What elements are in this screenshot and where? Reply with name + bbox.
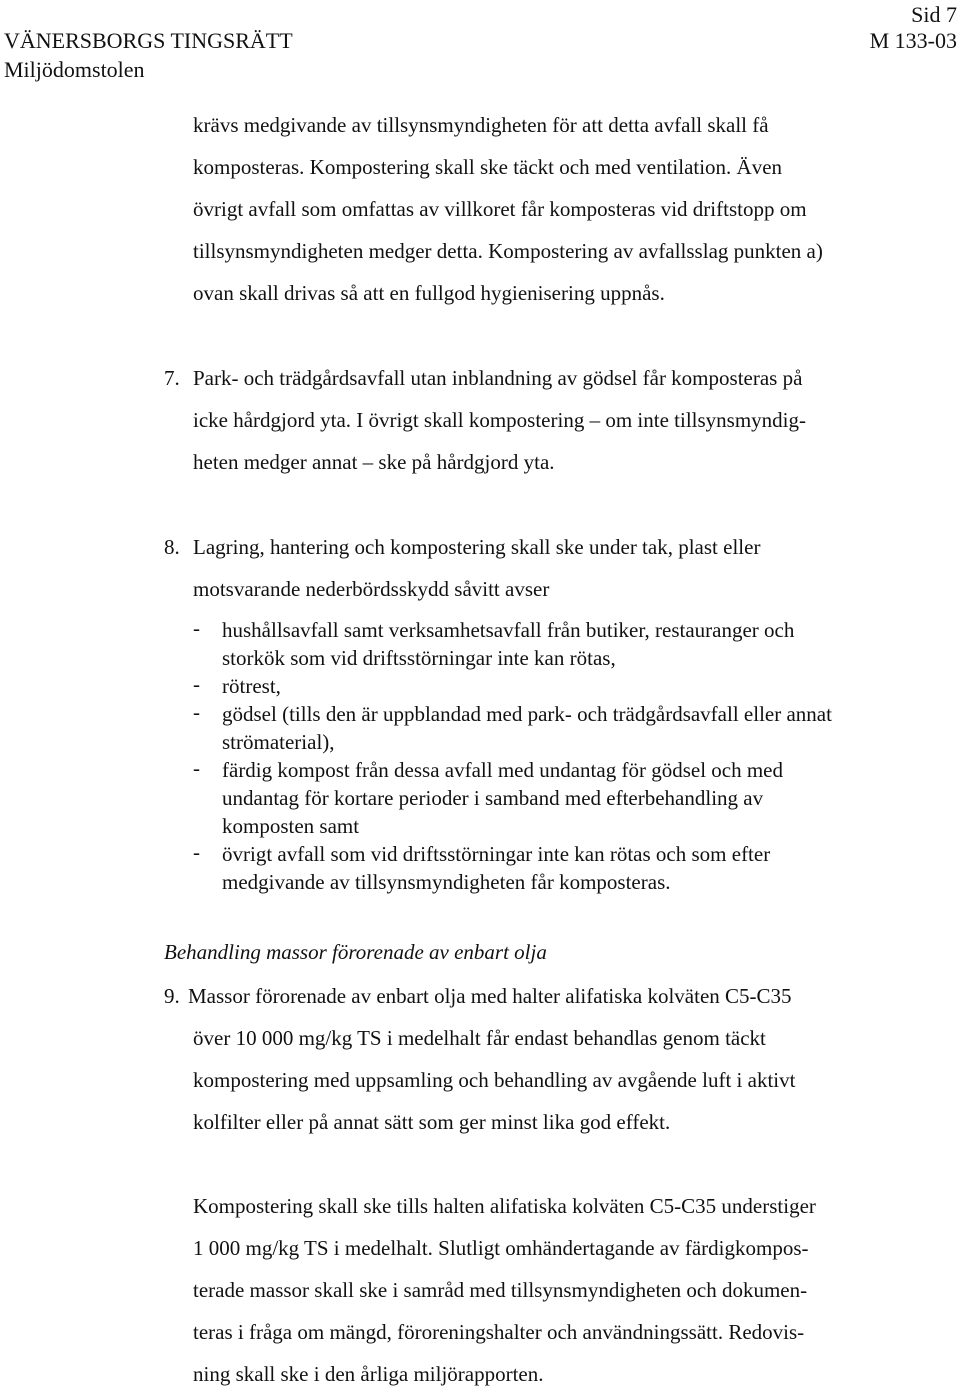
text-line: heten medger annat – ske på hårdgjord yta. [193, 450, 555, 474]
text-line: färdig kompost från dessa avfall med undantag för gödsel och med [222, 758, 784, 782]
text-line: tillsynsmyndigheten medger detta. Kompostering av avfallsslag punkten a) [193, 239, 823, 263]
paragraph-8 [193, 526, 953, 610]
list-item [193, 840, 953, 896]
text-line: storkök som vid driftsstörningar inte kan rötas, [222, 646, 616, 670]
text-line: Kompostering skall ske tills halten alifatiska kolväten C5-C35 understiger [193, 1194, 816, 1218]
text-line: krävs medgivande av tillsynsmyndigheten för att detta avfall skall få [193, 113, 769, 137]
court-name: VÄNERSBORGS TINGSRÄTT [4, 28, 293, 53]
court-division: Miljödomstolen [4, 57, 145, 82]
text-line: strömaterial), [222, 730, 335, 754]
list-item [193, 616, 953, 672]
text-line: över 10 000 mg/kg TS i medelhalt får endast behandlas genom täckt [193, 1026, 766, 1050]
text-line: motsvarande nederbördsskydd såvitt avser [193, 577, 550, 601]
text-line: gödsel (tills den är uppblandad med park- och trädgårdsavfall eller annat [222, 702, 832, 726]
text-line: övrigt avfall som vid driftsstörningar inte kan rötas och som efter [222, 842, 771, 866]
paragraph-8-number: 8. [164, 535, 180, 559]
text-line: Lagring, hantering och kompostering skall ske under tak, plast eller [193, 535, 761, 559]
list-item [193, 756, 953, 840]
text-line: medgivande av tillsynsmyndigheten får komposteras. [222, 870, 671, 894]
text-line: övrigt avfall som omfattas av villkoret får komposteras vid driftstopp om [193, 197, 807, 221]
list-dash: - [193, 672, 200, 696]
text-line: ning skall ske i den årliga miljörapporten. [193, 1362, 544, 1386]
text-line: 1 000 mg/kg TS i medelhalt. Slutligt omhändertagande av färdigkompos- [193, 1236, 809, 1260]
paragraph-9 [193, 1017, 953, 1143]
text-line: hushållsavfall samt verksamhetsavfall från butiker, restauranger och [222, 618, 795, 642]
section-heading: Behandling massor förorenade av enbart olja [164, 940, 547, 964]
final-paragraph [193, 1185, 953, 1395]
paragraph-9-number: 9. [164, 984, 180, 1008]
paragraph-9-first-line: Massor förorenade av enbart olja med halter alifatiska kolväten C5-C35 [188, 984, 792, 1008]
list-dash: - [193, 840, 200, 864]
list-item [193, 672, 953, 700]
text-line: ovan skall drivas så att en fullgod hygienisering uppnås. [193, 281, 665, 305]
text-line: undantag för kortare perioder i samband med efterbehandling av [222, 786, 764, 810]
text-line: terade massor skall ske i samråd med tillsynsmyndigheten och dokumen- [193, 1278, 808, 1302]
paragraph-8-list [193, 616, 953, 896]
list-dash: - [193, 616, 200, 640]
paragraph-7-number: 7. [164, 366, 180, 390]
list-dash: - [193, 756, 200, 780]
text-line: kompostering med uppsamling och behandling av avgående luft i aktivt [193, 1068, 796, 1092]
text-line: kolfilter eller på annat sätt som ger minst lika god effekt. [193, 1110, 671, 1134]
text-line: icke hårdgjord yta. I övrigt skall kompostering – om inte tillsynsmyndig- [193, 408, 806, 432]
text-line: komposten samt [222, 814, 360, 838]
continuation-paragraph [193, 104, 953, 314]
text-line: Park- och trädgårdsavfall utan inblandning av gödsel får komposteras på [193, 366, 803, 390]
text-line: rötrest, [222, 674, 281, 698]
list-item [193, 700, 953, 756]
paragraph-7 [193, 357, 953, 483]
list-dash: - [193, 700, 200, 724]
case-number: M 133-03 [869, 28, 957, 53]
text-line: teras i fråga om mängd, föroreningshalter och användningssätt. Redovis- [193, 1320, 805, 1344]
text-line: komposteras. Kompostering skall ske täckt och med ventilation. Även [193, 155, 783, 179]
page-number: Sid 7 [911, 2, 957, 27]
